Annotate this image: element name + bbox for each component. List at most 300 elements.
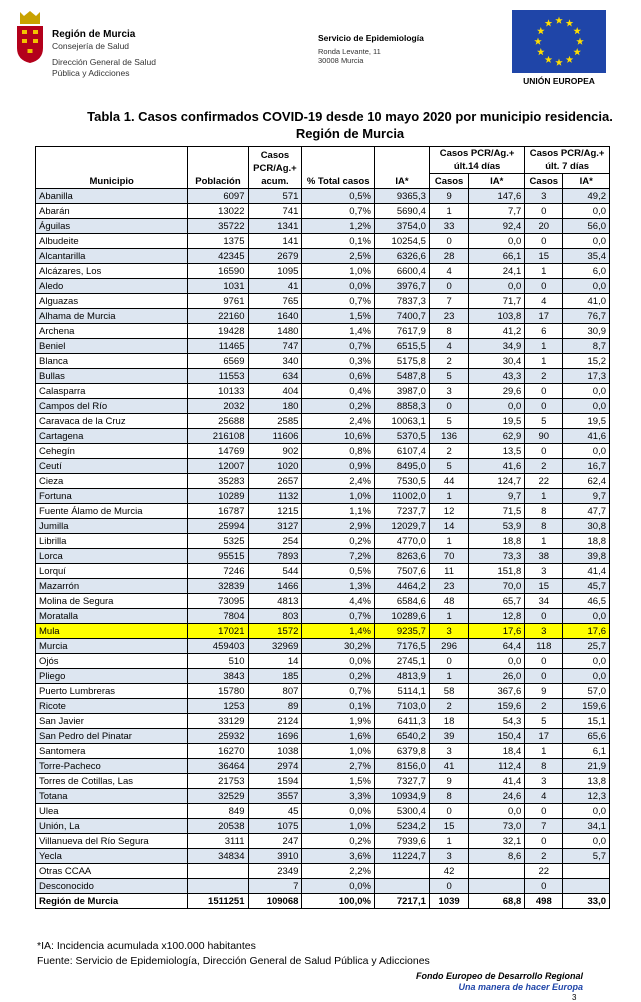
- feder-line-1: Fondo Europeo de Desarrollo Regional: [415, 971, 583, 981]
- cell-casos: 141: [248, 234, 302, 249]
- cell-casos: 254: [248, 534, 302, 549]
- cell-casos-7d: 0: [525, 204, 563, 219]
- cell-ia-7d: 13,8: [563, 774, 610, 789]
- cell-municipio: Cehegín: [36, 444, 188, 459]
- cell-pct: 7,2%: [302, 549, 375, 564]
- cell-ia: 5114,1: [374, 684, 429, 699]
- cell-ia-14d: 13,5: [469, 444, 525, 459]
- cell-ia-7d: 17,6: [563, 624, 610, 639]
- cell-ia-14d: 66,1: [469, 249, 525, 264]
- cell-casos-14d: 3: [429, 384, 468, 399]
- cell-ia: 4813,9: [374, 669, 429, 684]
- cell-ia-14d: 17,6: [469, 624, 525, 639]
- table-row: [36, 534, 610, 549]
- cell-ia-7d: 0,0: [563, 804, 610, 819]
- table-row: [36, 384, 610, 399]
- cell-ia-7d: [563, 864, 610, 879]
- cell-casos-7d: 4: [525, 294, 563, 309]
- cell-ia-7d: 21,9: [563, 759, 610, 774]
- col-header-municipio: Municipio: [36, 147, 188, 189]
- table-row: [36, 474, 610, 489]
- cell-casos: 1594: [248, 774, 302, 789]
- cell-pct: 0,7%: [302, 294, 375, 309]
- cell-casos: 807: [248, 684, 302, 699]
- cell-pct: 2,5%: [302, 249, 375, 264]
- table-row: [36, 579, 610, 594]
- table-total-row: [36, 894, 610, 909]
- cell-casos-7d: 22: [525, 474, 563, 489]
- cell-casos-14d: 3: [429, 624, 468, 639]
- cell-casos: 45: [248, 804, 302, 819]
- table-row: [36, 294, 610, 309]
- cell-casos: 544: [248, 564, 302, 579]
- cell-casos-7d: 2: [525, 699, 563, 714]
- cell-pct: 0,1%: [302, 699, 375, 714]
- table-row: [36, 669, 610, 684]
- cell-municipio: Molina de Segura: [36, 594, 188, 609]
- cell-casos-7d: 17: [525, 729, 563, 744]
- table-row: [36, 219, 610, 234]
- cell-ia-7d: 34,1: [563, 819, 610, 834]
- cell-ia-14d: 24,1: [469, 264, 525, 279]
- cell-ia: 6411,3: [374, 714, 429, 729]
- cell-municipio: Cieza: [36, 474, 188, 489]
- cell-poblacion: 15780: [188, 684, 248, 699]
- cell-casos-7d: 34: [525, 594, 563, 609]
- cell-ia-7d: 57,0: [563, 684, 610, 699]
- cell-poblacion: 6097: [188, 189, 248, 204]
- cell-ia-7d: 15,1: [563, 714, 610, 729]
- table-row: [36, 309, 610, 324]
- cell-casos-7d: 17: [525, 309, 563, 324]
- cell-ia-14d: 18,8: [469, 534, 525, 549]
- cell-poblacion: 16787: [188, 504, 248, 519]
- cell-poblacion: 22160: [188, 309, 248, 324]
- cell-ia-14d: 0,0: [469, 399, 525, 414]
- group-7d-l2: últ. 7 días: [545, 161, 590, 172]
- cell-pct: 30,2%: [302, 639, 375, 654]
- cell-ia: [374, 864, 429, 879]
- col-header-group-14d: [429, 147, 524, 174]
- cell-ia: 6600,4: [374, 264, 429, 279]
- cell-casos-14d: 3: [429, 744, 468, 759]
- cell-poblacion: 16590: [188, 264, 248, 279]
- table-row: [36, 609, 610, 624]
- cell-casos-14d: 0: [429, 879, 468, 894]
- cell-poblacion: 42345: [188, 249, 248, 264]
- cell-casos: 185: [248, 669, 302, 684]
- table-row: [36, 849, 610, 864]
- cell-ia: 6540,2: [374, 729, 429, 744]
- cell-ia: 11002,0: [374, 489, 429, 504]
- group-14d-l2: últ.14 días: [453, 161, 501, 172]
- cell-casos-14d: 5: [429, 459, 468, 474]
- col-header-casos: [248, 147, 302, 189]
- cell-casos: 32969: [248, 639, 302, 654]
- cell-ia-7d: 18,8: [563, 534, 610, 549]
- cell-ia-7d: 0,0: [563, 384, 610, 399]
- cell-ia-14d: 64,4: [469, 639, 525, 654]
- table-row: [36, 789, 610, 804]
- cell-pct: 0,0%: [302, 654, 375, 669]
- cell-municipio: Lorca: [36, 549, 188, 564]
- table-row: [36, 879, 610, 894]
- cell-ia-7d: 62,4: [563, 474, 610, 489]
- cell-casos-7d: 7: [525, 819, 563, 834]
- cell-ia-14d: 8,6: [469, 849, 525, 864]
- cell-ia-7d: 6,1: [563, 744, 610, 759]
- cell-poblacion: 20538: [188, 819, 248, 834]
- cell-poblacion: 7804: [188, 609, 248, 624]
- table-row: [36, 744, 610, 759]
- table-row: [36, 429, 610, 444]
- cell-municipio: Región de Murcia: [36, 894, 188, 909]
- cell-ia-7d: 33,0: [563, 894, 610, 909]
- col-header-casos-l3: acum.: [261, 176, 289, 187]
- cell-casos-14d: 136: [429, 429, 468, 444]
- col-header-group-7d: [525, 147, 610, 174]
- cell-ia: 10254,5: [374, 234, 429, 249]
- cell-casos: 1480: [248, 324, 302, 339]
- cell-casos: 765: [248, 294, 302, 309]
- table-row: [36, 714, 610, 729]
- table-row: [36, 729, 610, 744]
- service-name: Servicio de Epidemiología: [318, 33, 424, 43]
- cell-casos-7d: 22: [525, 864, 563, 879]
- cell-casos-14d: 12: [429, 504, 468, 519]
- table-row: [36, 759, 610, 774]
- cell-ia-14d: 73,3: [469, 549, 525, 564]
- cell-casos-14d: 3: [429, 849, 468, 864]
- cell-poblacion: 10289: [188, 489, 248, 504]
- cell-casos: 89: [248, 699, 302, 714]
- cell-casos: 7893: [248, 549, 302, 564]
- cell-ia: 7507,6: [374, 564, 429, 579]
- cell-ia-14d: 0,0: [469, 234, 525, 249]
- cell-ia-14d: 0,0: [469, 654, 525, 669]
- cell-ia: 7939,6: [374, 834, 429, 849]
- col-header-pct: % Total casos: [302, 147, 375, 189]
- table-row: [36, 654, 610, 669]
- cell-casos-14d: 11: [429, 564, 468, 579]
- cell-casos-7d: 0: [525, 384, 563, 399]
- cell-ia-14d: 68,8: [469, 894, 525, 909]
- cell-municipio: Torre-Pacheco: [36, 759, 188, 774]
- cell-casos: 340: [248, 354, 302, 369]
- cell-pct: 4,4%: [302, 594, 375, 609]
- cell-pct: 1,5%: [302, 774, 375, 789]
- cell-pct: 0,5%: [302, 189, 375, 204]
- cell-municipio: Cartagena: [36, 429, 188, 444]
- cell-ia-14d: 159,6: [469, 699, 525, 714]
- service-address-1: Ronda Levante, 11: [318, 47, 381, 56]
- cell-casos: 741: [248, 204, 302, 219]
- cell-poblacion: 5325: [188, 534, 248, 549]
- cell-casos-7d: 20: [525, 219, 563, 234]
- cell-pct: 0,0%: [302, 804, 375, 819]
- cell-municipio: Alguazas: [36, 294, 188, 309]
- cell-casos: 1095: [248, 264, 302, 279]
- col-header-casos-7d: Casos: [525, 174, 563, 189]
- service-address-2: 30008 Murcia: [318, 56, 364, 65]
- cell-ia-7d: 76,7: [563, 309, 610, 324]
- cell-pct: 1,0%: [302, 819, 375, 834]
- cell-ia-7d: 0,0: [563, 669, 610, 684]
- cell-ia: 10289,6: [374, 609, 429, 624]
- cell-ia: [374, 879, 429, 894]
- cell-ia-14d: 147,6: [469, 189, 525, 204]
- cell-ia: 7217,1: [374, 894, 429, 909]
- cell-poblacion: 1375: [188, 234, 248, 249]
- cell-ia: 4464,2: [374, 579, 429, 594]
- cell-casos-7d: 8: [525, 759, 563, 774]
- cell-ia-7d: 0,0: [563, 654, 610, 669]
- cell-pct: 0,7%: [302, 684, 375, 699]
- table-row: [36, 519, 610, 534]
- table-row: [36, 504, 610, 519]
- cell-casos-14d: 0: [429, 279, 468, 294]
- footnote-ia: *IA: Incidencia acumulada x100.000 habitantes: [37, 940, 256, 952]
- table-header-row-1: [36, 147, 610, 174]
- cell-municipio: Torres de Cotillas, Las: [36, 774, 188, 789]
- group-14d-l1: Casos PCR/Ag.+: [439, 148, 515, 159]
- cell-casos-14d: 1: [429, 834, 468, 849]
- cell-casos-7d: 1: [525, 489, 563, 504]
- table-row: [36, 489, 610, 504]
- cell-municipio: Yecla: [36, 849, 188, 864]
- cell-casos-7d: 0: [525, 279, 563, 294]
- cell-ia-7d: 5,7: [563, 849, 610, 864]
- cell-casos: 747: [248, 339, 302, 354]
- cell-casos-7d: 3: [525, 624, 563, 639]
- cell-pct: 0,7%: [302, 339, 375, 354]
- cell-ia-7d: 56,0: [563, 219, 610, 234]
- cell-poblacion: 21753: [188, 774, 248, 789]
- cell-pct: 2,4%: [302, 474, 375, 489]
- table-row: [36, 819, 610, 834]
- cell-casos-7d: 0: [525, 399, 563, 414]
- cell-casos: 41: [248, 279, 302, 294]
- cell-ia-14d: 70,0: [469, 579, 525, 594]
- cell-pct: 1,0%: [302, 264, 375, 279]
- cell-pct: 2,7%: [302, 759, 375, 774]
- cell-ia-14d: 54,3: [469, 714, 525, 729]
- table-row: [36, 864, 610, 879]
- cell-casos-7d: 498: [525, 894, 563, 909]
- cell-municipio: San Pedro del Pinatar: [36, 729, 188, 744]
- cell-casos-7d: 1: [525, 534, 563, 549]
- eu-flag-icon: [512, 10, 606, 73]
- table-row: [36, 369, 610, 384]
- cell-casos-14d: 0: [429, 654, 468, 669]
- cell-pct: 0,8%: [302, 444, 375, 459]
- cell-poblacion: 7246: [188, 564, 248, 579]
- cell-poblacion: 510: [188, 654, 248, 669]
- cell-casos-7d: 1: [525, 339, 563, 354]
- table-row: [36, 189, 610, 204]
- cell-casos-7d: 0: [525, 804, 563, 819]
- cell-ia: 10063,1: [374, 414, 429, 429]
- cell-ia: 6379,8: [374, 744, 429, 759]
- cell-casos-14d: 1: [429, 669, 468, 684]
- cell-casos: 3910: [248, 849, 302, 864]
- cell-ia: 10934,9: [374, 789, 429, 804]
- cell-pct: 2,9%: [302, 519, 375, 534]
- cell-pct: 1,4%: [302, 324, 375, 339]
- cell-casos-7d: 90: [525, 429, 563, 444]
- cell-casos-14d: 42: [429, 864, 468, 879]
- cell-poblacion: 6569: [188, 354, 248, 369]
- cell-municipio: Unión, La: [36, 819, 188, 834]
- cell-ia-14d: 112,4: [469, 759, 525, 774]
- cell-municipio: Moratalla: [36, 609, 188, 624]
- cell-casos-14d: 1: [429, 489, 468, 504]
- table-row: [36, 354, 610, 369]
- cell-casos: 2124: [248, 714, 302, 729]
- cell-ia-7d: 9,7: [563, 489, 610, 504]
- cell-pct: 0,4%: [302, 384, 375, 399]
- cell-ia-14d: 41,2: [469, 324, 525, 339]
- cell-poblacion: 2032: [188, 399, 248, 414]
- col-header-casos-14d: Casos: [429, 174, 468, 189]
- cell-casos-14d: 48: [429, 594, 468, 609]
- cell-pct: 1,6%: [302, 729, 375, 744]
- cell-municipio: Bullas: [36, 369, 188, 384]
- cell-poblacion: 19428: [188, 324, 248, 339]
- table-row: [36, 339, 610, 354]
- cell-casos-14d: 9: [429, 189, 468, 204]
- epidemiology-service-block: [318, 34, 424, 65]
- cell-poblacion: 10133: [188, 384, 248, 399]
- cell-ia-7d: 35,4: [563, 249, 610, 264]
- cell-pct: 3,3%: [302, 789, 375, 804]
- cell-casos: 1020: [248, 459, 302, 474]
- cell-ia: 6107,4: [374, 444, 429, 459]
- cell-municipio: Abanilla: [36, 189, 188, 204]
- cell-ia-7d: 16,7: [563, 459, 610, 474]
- cell-pct: 0,7%: [302, 609, 375, 624]
- cell-casos-14d: 44: [429, 474, 468, 489]
- cell-poblacion: 25688: [188, 414, 248, 429]
- cell-casos-14d: 23: [429, 579, 468, 594]
- table-row: [36, 324, 610, 339]
- feder-line-2: Una manera de hacer Europa: [458, 982, 583, 992]
- cell-ia-7d: 41,6: [563, 429, 610, 444]
- cell-casos-7d: 118: [525, 639, 563, 654]
- cell-casos: 1696: [248, 729, 302, 744]
- cell-casos-7d: 0: [525, 234, 563, 249]
- cell-casos-14d: 0: [429, 399, 468, 414]
- cell-municipio: Ceutí: [36, 459, 188, 474]
- cell-pct: 0,1%: [302, 234, 375, 249]
- table-title: [70, 108, 630, 142]
- cell-casos-14d: 39: [429, 729, 468, 744]
- cell-casos: 1132: [248, 489, 302, 504]
- cell-poblacion: 25932: [188, 729, 248, 744]
- cell-casos-7d: 3: [525, 564, 563, 579]
- cell-casos-14d: 41: [429, 759, 468, 774]
- cell-casos-7d: 9: [525, 684, 563, 699]
- consejeria-name: Consejería de Salud: [52, 40, 130, 51]
- cell-ia-14d: 34,9: [469, 339, 525, 354]
- cell-casos: 7: [248, 879, 302, 894]
- cell-casos-14d: 23: [429, 309, 468, 324]
- cell-pct: 1,4%: [302, 624, 375, 639]
- cell-pct: 2,4%: [302, 414, 375, 429]
- cell-ia: 7530,5: [374, 474, 429, 489]
- cell-casos-7d: 1: [525, 354, 563, 369]
- cell-casos-7d: 2: [525, 459, 563, 474]
- cell-pct: 0,3%: [302, 354, 375, 369]
- cell-municipio: Pliego: [36, 669, 188, 684]
- table-row: [36, 414, 610, 429]
- title-line-1: Tabla 1. Casos confirmados COVID-19 desde 10 mayo 2020 por municipio residencia.: [87, 109, 613, 124]
- cell-ia-7d: 0,0: [563, 609, 610, 624]
- table-row: [36, 399, 610, 414]
- cell-ia-14d: 30,4: [469, 354, 525, 369]
- table-row: [36, 564, 610, 579]
- cell-ia-7d: 0,0: [563, 204, 610, 219]
- cell-ia-7d: 41,0: [563, 294, 610, 309]
- cell-pct: 10,6%: [302, 429, 375, 444]
- table-row: [36, 594, 610, 609]
- cell-casos-14d: 4: [429, 339, 468, 354]
- cell-ia-7d: 0,0: [563, 834, 610, 849]
- cell-poblacion: 1253: [188, 699, 248, 714]
- cell-ia-14d: 7,7: [469, 204, 525, 219]
- cell-ia-7d: 17,3: [563, 369, 610, 384]
- direccion-line-1: Dirección General de Salud: [52, 57, 156, 67]
- cell-casos: 11606: [248, 429, 302, 444]
- cell-pct: 0,2%: [302, 834, 375, 849]
- cell-ia-7d: 45,7: [563, 579, 610, 594]
- cell-ia: 8263,6: [374, 549, 429, 564]
- cell-municipio: Mula: [36, 624, 188, 639]
- cell-casos-7d: 5: [525, 714, 563, 729]
- cell-poblacion: 36464: [188, 759, 248, 774]
- cell-ia-14d: 367,6: [469, 684, 525, 699]
- cell-poblacion: 849: [188, 804, 248, 819]
- cell-ia: 6515,5: [374, 339, 429, 354]
- cell-ia: 3987,0: [374, 384, 429, 399]
- table-row: [36, 774, 610, 789]
- cell-ia-7d: 8,7: [563, 339, 610, 354]
- cell-poblacion: 1511251: [188, 894, 248, 909]
- cell-casos-14d: 28: [429, 249, 468, 264]
- cell-poblacion: 17021: [188, 624, 248, 639]
- cell-casos: 180: [248, 399, 302, 414]
- cell-pct: 0,0%: [302, 879, 375, 894]
- title-line-2: Región de Murcia: [295, 126, 405, 141]
- cell-ia: 8858,3: [374, 399, 429, 414]
- cell-casos: 14: [248, 654, 302, 669]
- cell-casos-14d: 4: [429, 264, 468, 279]
- cell-municipio: Albudeite: [36, 234, 188, 249]
- cell-municipio: Calasparra: [36, 384, 188, 399]
- cell-poblacion: 32529: [188, 789, 248, 804]
- cell-municipio: Murcia: [36, 639, 188, 654]
- cell-casos: 571: [248, 189, 302, 204]
- cell-ia-7d: 159,6: [563, 699, 610, 714]
- cell-municipio: Totana: [36, 789, 188, 804]
- table-row: [36, 249, 610, 264]
- cell-ia-14d: 0,0: [469, 279, 525, 294]
- cell-ia-14d: 53,9: [469, 519, 525, 534]
- cell-ia: 7103,0: [374, 699, 429, 714]
- cell-ia: 5234,2: [374, 819, 429, 834]
- cell-casos-7d: 0: [525, 444, 563, 459]
- cell-ia-14d: 29,6: [469, 384, 525, 399]
